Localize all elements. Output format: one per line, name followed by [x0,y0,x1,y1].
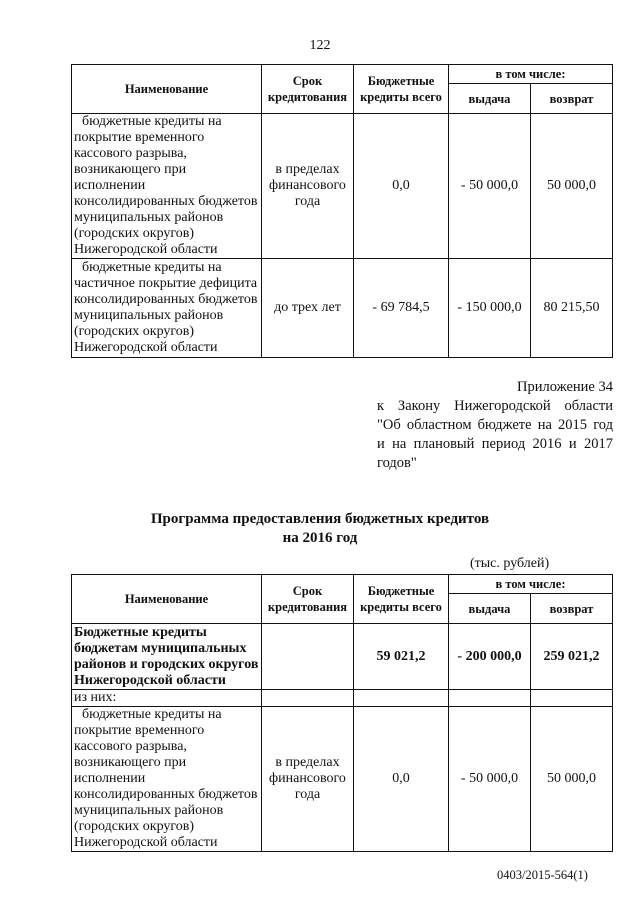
header-repay: возврат [531,594,613,624]
row-total: 0,0 [354,707,449,852]
name-line: консолидированных бюджетов [74,194,258,209]
row-issue: - 50 000,0 [449,114,531,259]
name-line: муниципальных районов [74,210,224,225]
header-total: Бюджетные кредиты всего [354,65,449,114]
header-issue: выдача [449,84,531,114]
name-line: Бюджетные кредиты [74,624,207,640]
row-term: в пределах финансового года [262,707,354,852]
table-row [72,707,613,852]
table-row-total [72,624,613,690]
title-line: на 2016 год [282,530,358,546]
unit-label: (тыс. рублей) [470,556,550,571]
name-line: (городских округов) [74,324,195,339]
row-term: в пределах финансового года [262,114,354,259]
row-repay: 50 000,0 [531,707,613,852]
header-issue: выдача [449,594,531,624]
page-number: 122 [309,38,331,53]
appendix-line: "Об областном бюджете на 2015 год [377,417,613,433]
table-row [72,114,613,259]
name-line: консолидированных бюджетов [74,292,258,307]
name-line: частичное покрытие дефицита [74,276,258,291]
name-line: бюджетные кредиты на [82,114,222,129]
table-row-of-which [72,690,613,707]
of-which-label: из них: [72,690,262,707]
name-line: Нижегородской области [74,835,218,850]
name-line: Нижегородской области [74,340,218,355]
name-line: Нижегородской области [74,242,218,257]
name-line: бюджетам муниципальных [74,640,247,656]
row-issue: - 50 000,0 [449,707,531,852]
name-line: муниципальных районов [74,803,224,818]
credits-table-2015 [71,64,613,358]
name-line: возникающего при исполнении [74,755,187,786]
name-line: муниципальных районов [74,308,224,323]
name-line: кассового разрыва, [74,146,187,161]
name-line: бюджетные кредиты на [82,707,222,722]
footer-code: 0403/2015-564(1) [497,868,588,882]
row-name [72,624,262,690]
name-line: возникающего при исполнении [74,162,187,193]
header-including: в том числе: [449,65,613,84]
appendix-line: к Закону Нижегородской области [377,398,613,414]
row-repay: 259 021,2 [531,624,613,690]
row-name [72,114,262,259]
name-line: кассового разрыва, [74,739,187,754]
header-including: в том числе: [449,575,613,594]
header-term: Срок кредитования [262,65,354,114]
table-row [72,259,613,358]
row-total: - 69 784,5 [354,259,449,358]
row-total: 0,0 [354,114,449,259]
name-line: бюджетные кредиты на [82,260,222,275]
row-repay: 80 215,50 [531,259,613,358]
name-line: (городских округов) [74,819,195,834]
name-line: районов и городских округов [74,656,259,672]
appendix-note [377,378,613,473]
name-line: консолидированных бюджетов [74,787,258,802]
header-repay: возврат [531,84,613,114]
row-issue: - 150 000,0 [449,259,531,358]
row-term [262,624,354,690]
appendix-line: годов" [377,455,417,471]
name-line: покрытие временного [74,723,205,738]
appendix-line: и на плановый период 2016 и 2017 [377,436,613,452]
row-issue: - 200 000,0 [449,624,531,690]
header-name: Наименование [72,65,262,114]
appendix-line: Приложение 34 [517,379,613,395]
row-term: до трех лет [262,259,354,358]
header-name: Наименование [72,575,262,624]
name-line: (городских округов) [74,226,195,241]
row-name [72,707,262,852]
credits-table-2016 [71,574,613,852]
title-line: Программа предоставления бюджетных кредитов [150,511,490,527]
program-title [0,510,640,548]
header-total: Бюджетные кредиты всего [354,575,449,624]
name-line: Нижегородской области [74,672,226,688]
row-total: 59 021,2 [354,624,449,690]
row-name [72,259,262,358]
row-repay: 50 000,0 [531,114,613,259]
name-line: покрытие временного [74,130,205,145]
header-term: Срок кредитования [262,575,354,624]
